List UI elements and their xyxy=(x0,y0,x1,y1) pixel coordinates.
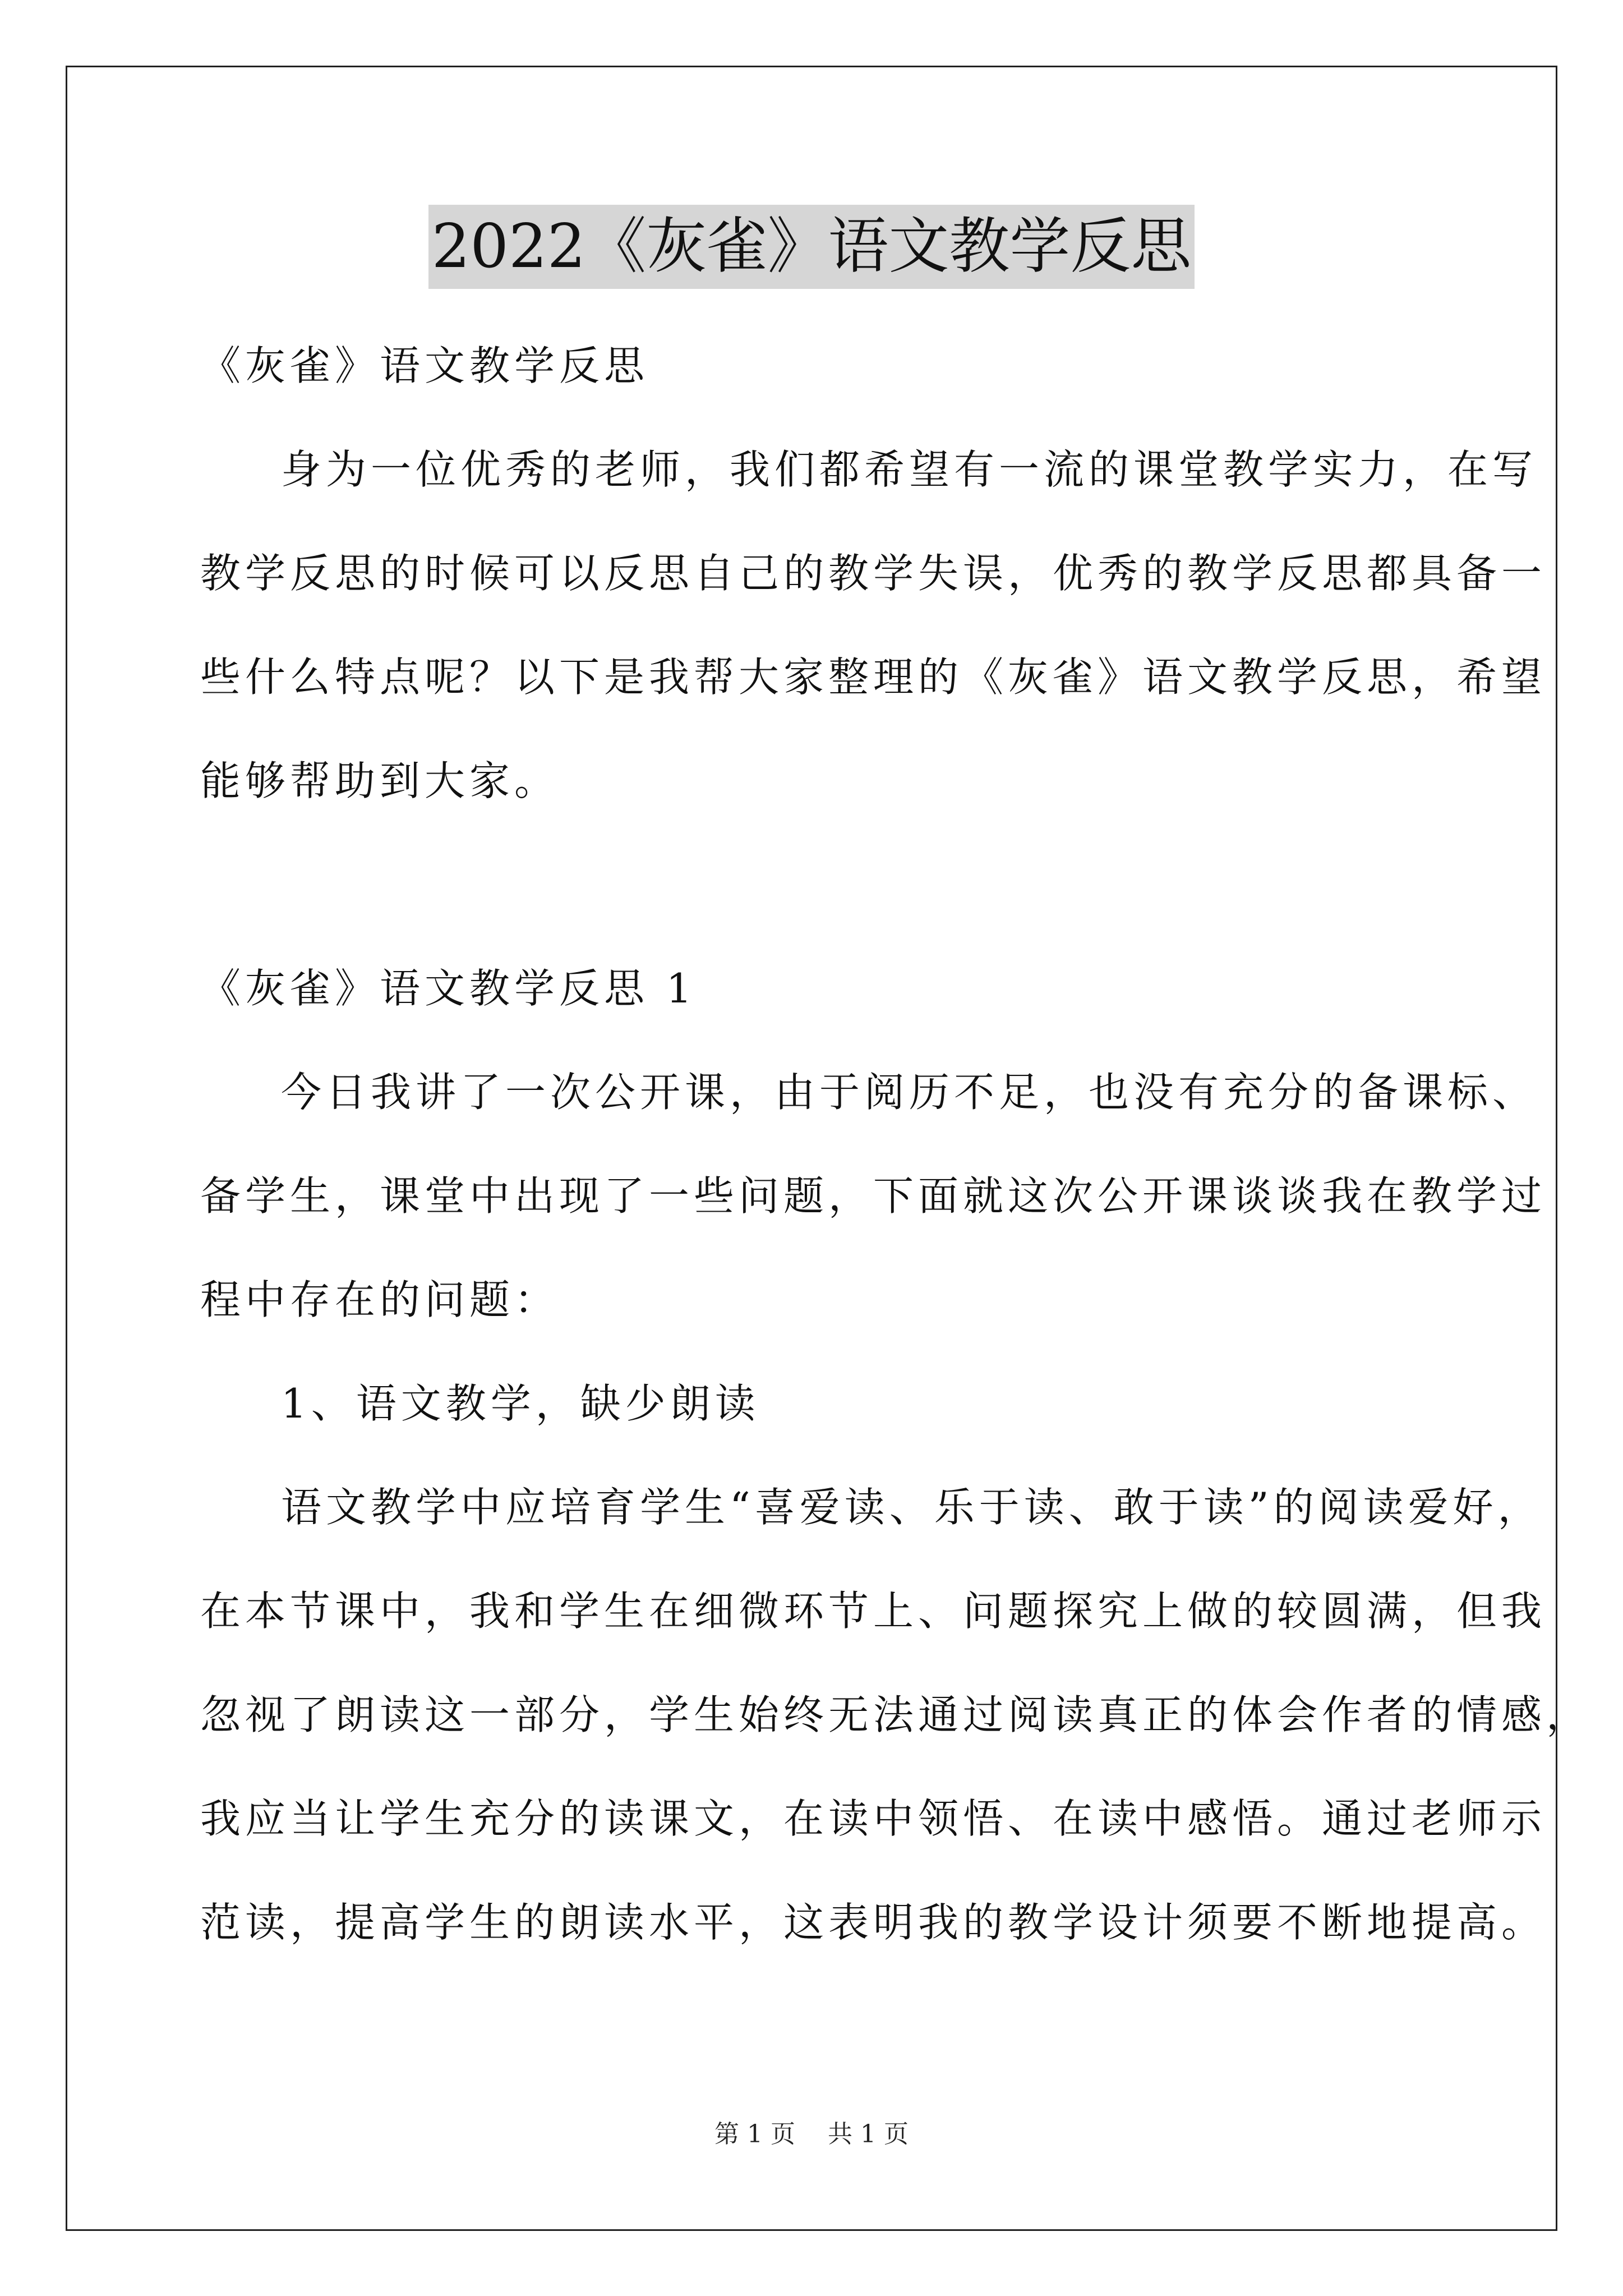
page-footer xyxy=(0,2118,1623,2151)
intro-line: 身为一位优秀的老师，我们都希望有一流的课堂教学实力，在写 xyxy=(281,446,1538,493)
point-line: 在本节课中，我和学生在细微环节上、问题探究上做的较圆满，但我 xyxy=(200,1588,1547,1635)
page-number: 第 1 页 xyxy=(714,2120,795,2148)
point-line: 语文教学中应培育学生“喜爱读、乐于读、敢于读”的阅读爱好， xyxy=(281,1484,1543,1531)
point-heading: 1、语文教学，缺少朗读 xyxy=(281,1380,760,1427)
section-line: 备学生，课堂中出现了一些问题，下面就这次公开课谈谈我在教学过 xyxy=(200,1172,1547,1220)
document-title: 2022《灰雀》语文教学反思 xyxy=(428,205,1195,289)
point-line: 范读，提高学生的朗读水平，这表明我的教学设计须要不断地提高。 xyxy=(200,1899,1547,1946)
intro-line: 些什么特点呢？以下是我帮大家整理的《灰雀》语文教学反思，希望 xyxy=(200,654,1547,701)
page-total: 共 1 页 xyxy=(828,2120,909,2148)
point-line: 忽视了朗读这一部分，学生始终无法通过阅读真正的体会作者的情感， xyxy=(200,1691,1592,1738)
subtitle: 《灰雀》语文教学反思 xyxy=(200,342,649,389)
section-line: 今日我讲了一次公开课，由于阅历不足，也没有充分的备课标、 xyxy=(281,1069,1538,1116)
section-heading: 《灰雀》语文教学反思 1 xyxy=(200,965,697,1012)
intro-line: 教学反思的时候可以反思自己的教学失误，优秀的教学反思都具备一 xyxy=(200,550,1547,597)
point-line: 我应当让学生充分的读课文，在读中领悟、在读中感悟。通过老师示 xyxy=(200,1795,1547,1842)
paragraph-gap xyxy=(200,833,1434,937)
section-line: 程中存在的问题： xyxy=(200,1276,560,1323)
intro-line: 能够帮助到大家。 xyxy=(200,757,560,804)
title-container xyxy=(0,205,1623,289)
document-body xyxy=(200,314,1592,1975)
